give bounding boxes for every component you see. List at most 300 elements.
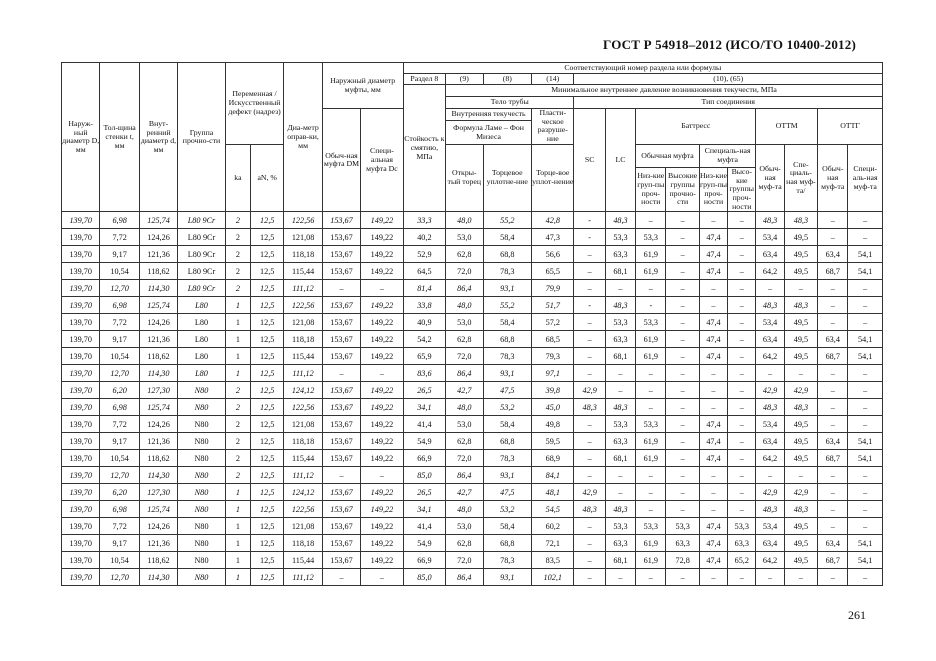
header-wall-thickness: Тол-щина стенки t, мм xyxy=(100,63,139,212)
table-cell: – xyxy=(848,212,883,229)
table-row xyxy=(62,467,883,484)
table-cell: 12,5 xyxy=(251,552,284,569)
table-cell: 68,8 xyxy=(483,433,532,450)
table-cell: 1 xyxy=(225,552,250,569)
table-cell: – xyxy=(728,365,756,382)
table-cell: - xyxy=(574,212,605,229)
table-cell: 1 xyxy=(225,297,250,314)
table-cell: 153,67 xyxy=(322,212,360,229)
table-cell: L80 xyxy=(178,365,226,382)
header-ottg-regular: Обыч-ная муф-та xyxy=(818,144,848,212)
table-cell: – xyxy=(666,246,699,263)
table-row xyxy=(62,399,883,416)
table-cell: – xyxy=(699,467,727,484)
table-cell: – xyxy=(699,212,727,229)
table-cell: N80 xyxy=(178,552,226,569)
table-cell: 9,17 xyxy=(100,535,139,552)
table-cell: 57,2 xyxy=(532,314,574,331)
table-cell: – xyxy=(699,365,727,382)
table-cell: 93,1 xyxy=(483,365,532,382)
table-cell: 12,5 xyxy=(251,348,284,365)
table-cell: 1 xyxy=(225,501,250,518)
table-cell: 153,67 xyxy=(322,484,360,501)
table-cell: 72,0 xyxy=(446,552,483,569)
table-cell: 53,4 xyxy=(756,416,784,433)
table-cell: 9,17 xyxy=(100,331,139,348)
table-cell: N80 xyxy=(178,450,226,467)
table-cell: 53,3 xyxy=(605,416,635,433)
table-cell: 34,1 xyxy=(403,501,445,518)
table-cell: – xyxy=(728,484,756,501)
table-cell: 1 xyxy=(225,365,250,382)
table-cell: 139,70 xyxy=(62,280,100,297)
table-cell: 153,67 xyxy=(322,416,360,433)
table-cell: 53,3 xyxy=(636,416,666,433)
table-cell: N80 xyxy=(178,433,226,450)
table-cell: – xyxy=(818,416,848,433)
table-cell: 149,22 xyxy=(361,297,403,314)
table-cell: 149,22 xyxy=(361,331,403,348)
table-cell: – xyxy=(818,297,848,314)
table-cell: 58,4 xyxy=(483,229,532,246)
table-cell: 2 xyxy=(225,212,250,229)
table-cell: 111,12 xyxy=(284,467,322,484)
table-cell: 125,74 xyxy=(139,212,177,229)
header-ottm: ОТТМ xyxy=(756,109,818,145)
table-cell: 149,22 xyxy=(361,535,403,552)
table-cell: - xyxy=(574,297,605,314)
header-a-n: aN, % xyxy=(251,144,284,212)
table-cell: 49,5 xyxy=(784,535,817,552)
table-cell: 62,8 xyxy=(446,433,483,450)
table-cell: 125,74 xyxy=(139,501,177,518)
table-cell: 54,1 xyxy=(848,552,883,569)
header-outer-diameter: Наруж-ный диаметр D, мм xyxy=(62,63,100,212)
table-cell: 12,5 xyxy=(251,212,284,229)
table-cell: 85,0 xyxy=(403,467,445,484)
table-cell: - xyxy=(574,229,605,246)
header-connection-type: Тип соединения xyxy=(574,97,883,109)
table-cell: 121,08 xyxy=(284,314,322,331)
table-cell: 54,1 xyxy=(848,246,883,263)
table-cell: 12,70 xyxy=(100,365,139,382)
table-cell: – xyxy=(666,501,699,518)
table-cell: 58,4 xyxy=(483,314,532,331)
table-cell: 49,5 xyxy=(784,348,817,365)
table-cell: 149,22 xyxy=(361,382,403,399)
table-row xyxy=(62,331,883,348)
table-cell: – xyxy=(699,297,727,314)
table-cell: 40,9 xyxy=(403,314,445,331)
table-cell: – xyxy=(848,229,883,246)
table-cell: 6,98 xyxy=(100,212,139,229)
table-cell: 47,4 xyxy=(699,433,727,450)
table-cell: 61,9 xyxy=(636,535,666,552)
table-cell: 153,67 xyxy=(322,501,360,518)
table-cell: 12,5 xyxy=(251,263,284,280)
header-low-groups-2: Низ-кие груп-пы проч-ности xyxy=(699,167,727,212)
header-buttress: Баттресс xyxy=(636,109,756,145)
table-cell: – xyxy=(574,433,605,450)
table-cell: 2 xyxy=(225,280,250,297)
table-cell: – xyxy=(848,365,883,382)
table-cell: 47,4 xyxy=(699,314,727,331)
table-cell: 6,20 xyxy=(100,484,139,501)
table-cell: 68,7 xyxy=(818,348,848,365)
table-cell: 2 xyxy=(225,467,250,484)
table-cell: 53,4 xyxy=(756,229,784,246)
table-cell: 139,70 xyxy=(62,450,100,467)
table-cell: – xyxy=(636,280,666,297)
table-cell: 153,67 xyxy=(322,348,360,365)
table-cell: – xyxy=(848,399,883,416)
table-cell: 1 xyxy=(225,518,250,535)
table-cell: – xyxy=(848,416,883,433)
table-cell: 118,18 xyxy=(284,535,322,552)
table-cell: 114,30 xyxy=(139,365,177,382)
table-row xyxy=(62,280,883,297)
header-collapse-resistance: Стойкость к смятию, МПа xyxy=(403,85,445,212)
table-cell: 42,9 xyxy=(784,382,817,399)
table-row xyxy=(62,416,883,433)
table-cell: 48,3 xyxy=(756,212,784,229)
table-cell: 42,9 xyxy=(574,484,605,501)
table-cell: – xyxy=(605,382,635,399)
header-low-groups-1: Низ-кие груп-пы проч-ности xyxy=(636,167,666,212)
table-cell: 42,9 xyxy=(784,484,817,501)
table-cell: 149,22 xyxy=(361,501,403,518)
table-cell: 49,5 xyxy=(784,263,817,280)
table-cell: 139,70 xyxy=(62,331,100,348)
table-cell: 2 xyxy=(225,229,250,246)
table-cell: – xyxy=(636,501,666,518)
table-cell: 78,3 xyxy=(483,552,532,569)
header-buttress-regular: Обычная муфта xyxy=(636,144,700,167)
table-cell: – xyxy=(848,297,883,314)
table-cell: 63,4 xyxy=(756,433,784,450)
table-cell: – xyxy=(818,280,848,297)
table-cell: 63,3 xyxy=(605,331,635,348)
table-cell: – xyxy=(574,365,605,382)
table-cell: 153,67 xyxy=(322,518,360,535)
table-cell: 102,1 xyxy=(532,569,574,586)
table-cell: 63,4 xyxy=(818,331,848,348)
table-cell: – xyxy=(848,569,883,586)
table-cell: 47,5 xyxy=(483,382,532,399)
table-cell: 54,9 xyxy=(403,535,445,552)
table-cell: 53,4 xyxy=(756,518,784,535)
table-cell: – xyxy=(728,399,756,416)
table-cell: 149,22 xyxy=(361,229,403,246)
table-cell: 47,4 xyxy=(699,552,727,569)
table-cell: N80 xyxy=(178,399,226,416)
table-cell: 68,8 xyxy=(483,331,532,348)
table-cell: 149,22 xyxy=(361,314,403,331)
table-cell: 54,1 xyxy=(848,348,883,365)
table-cell: 63,4 xyxy=(756,246,784,263)
table-row xyxy=(62,569,883,586)
table-cell: 118,62 xyxy=(139,348,177,365)
table-cell: 48,3 xyxy=(574,399,605,416)
table-cell: 48,0 xyxy=(446,212,483,229)
table-cell: 7,72 xyxy=(100,518,139,535)
table-cell: 62,8 xyxy=(446,535,483,552)
table-cell: 49,5 xyxy=(784,518,817,535)
table-cell: L80 xyxy=(178,297,226,314)
table-row xyxy=(62,518,883,535)
table-cell: 139,70 xyxy=(62,212,100,229)
table-cell: 12,5 xyxy=(251,450,284,467)
table-cell: 139,70 xyxy=(62,399,100,416)
header-sc: SC xyxy=(574,109,605,212)
table-row xyxy=(62,501,883,518)
table-cell: 12,70 xyxy=(100,280,139,297)
table-cell: – xyxy=(605,280,635,297)
header-variable-defect: Переменная /Искусственный дефект (надрез) xyxy=(225,63,284,145)
table-cell: 153,67 xyxy=(322,246,360,263)
table-cell: – xyxy=(784,569,817,586)
table-row xyxy=(62,382,883,399)
table-cell: – xyxy=(605,569,635,586)
table-cell: 118,18 xyxy=(284,433,322,450)
table-cell: – xyxy=(728,416,756,433)
table-cell: – xyxy=(728,467,756,484)
header-mandrel-diameter: Диа-метр оправ-ки, мм xyxy=(284,63,322,212)
table-cell: 115,44 xyxy=(284,263,322,280)
table-cell: 149,22 xyxy=(361,450,403,467)
table-cell: – xyxy=(699,280,727,297)
table-cell: 12,5 xyxy=(251,331,284,348)
table-cell: 48,3 xyxy=(756,297,784,314)
table-cell: 83,5 xyxy=(532,552,574,569)
table-cell: 118,18 xyxy=(284,246,322,263)
table-cell: – xyxy=(361,467,403,484)
table-cell: – xyxy=(699,382,727,399)
table-cell: 63,4 xyxy=(756,331,784,348)
table-cell: 47,4 xyxy=(699,416,727,433)
table-cell: 7,72 xyxy=(100,416,139,433)
table-cell: 34,1 xyxy=(403,399,445,416)
table-cell: 125,74 xyxy=(139,399,177,416)
table-cell: – xyxy=(666,433,699,450)
table-cell: – xyxy=(848,484,883,501)
table-cell: 124,26 xyxy=(139,518,177,535)
table-cell: 53,3 xyxy=(605,314,635,331)
table-cell: 72,0 xyxy=(446,348,483,365)
table-cell: 53,0 xyxy=(446,229,483,246)
table-cell: 48,3 xyxy=(784,501,817,518)
table-cell: 54,2 xyxy=(403,331,445,348)
table-cell: 65,9 xyxy=(403,348,445,365)
header-lc: LC xyxy=(605,109,635,212)
table-cell: 47,5 xyxy=(483,484,532,501)
table-cell: – xyxy=(322,569,360,586)
table-cell: – xyxy=(605,484,635,501)
table-cell: 139,70 xyxy=(62,484,100,501)
table-cell: 85,0 xyxy=(403,569,445,586)
table-cell: 121,36 xyxy=(139,535,177,552)
table-cell: 62,8 xyxy=(446,246,483,263)
header-pipe-body: Тело трубы xyxy=(446,97,574,109)
table-cell: 124,26 xyxy=(139,229,177,246)
table-cell: – xyxy=(728,382,756,399)
header-min-internal-pressure: Минимальное внутреннее давление возникновения текучести, МПа xyxy=(446,85,883,97)
table-cell: 114,30 xyxy=(139,569,177,586)
table-cell: 58,4 xyxy=(483,518,532,535)
header-ottg: ОТТГ xyxy=(818,109,883,145)
table-cell: – xyxy=(784,365,817,382)
table-row xyxy=(62,433,883,450)
header-ottg-special: Специ-аль-ная муф-та xyxy=(848,144,883,212)
table-cell: 45,0 xyxy=(532,399,574,416)
table-cell: 68,1 xyxy=(605,263,635,280)
table-cell: 6,20 xyxy=(100,382,139,399)
table-cell: L80 xyxy=(178,331,226,348)
table-cell: 139,70 xyxy=(62,382,100,399)
table-cell: 68,5 xyxy=(532,331,574,348)
table-cell: 7,72 xyxy=(100,229,139,246)
table-cell: – xyxy=(699,399,727,416)
header-end-seal-2: Торце-вое уплот-нение xyxy=(532,144,574,212)
table-cell: 139,70 xyxy=(62,297,100,314)
table-cell: 125,74 xyxy=(139,297,177,314)
table-cell: 48,3 xyxy=(784,212,817,229)
table-cell: 12,5 xyxy=(251,365,284,382)
table-cell: 47,3 xyxy=(532,229,574,246)
table-cell: 49,5 xyxy=(784,433,817,450)
table-row xyxy=(62,552,883,569)
table-cell: 48,0 xyxy=(446,501,483,518)
table-cell: 153,67 xyxy=(322,535,360,552)
table-cell: 48,0 xyxy=(446,399,483,416)
table-cell: – xyxy=(574,280,605,297)
table-cell: 1 xyxy=(225,348,250,365)
header-high-groups-1: Высокие группы прочно-сти xyxy=(666,167,699,212)
table-cell: 48,1 xyxy=(532,484,574,501)
table-row xyxy=(62,348,883,365)
table-cell: 59,5 xyxy=(532,433,574,450)
table-cell: – xyxy=(666,365,699,382)
table-cell: – xyxy=(666,399,699,416)
header-formula-14: (14) xyxy=(532,74,574,85)
table-cell: 118,62 xyxy=(139,552,177,569)
table-cell: 47,4 xyxy=(699,229,727,246)
table-cell: – xyxy=(666,416,699,433)
table-cell: 49,5 xyxy=(784,229,817,246)
table-cell: 79,9 xyxy=(532,280,574,297)
table-cell: – xyxy=(636,467,666,484)
table-cell: 61,9 xyxy=(636,450,666,467)
table-cell: 12,5 xyxy=(251,416,284,433)
table-cell: – xyxy=(728,246,756,263)
table-cell: – xyxy=(666,484,699,501)
table-cell: 53,0 xyxy=(446,518,483,535)
header-buttress-special: Специаль-ная муфта xyxy=(699,144,756,167)
header-section-number: Соответствующий номер раздела или формулы xyxy=(403,63,882,74)
table-cell: – xyxy=(728,280,756,297)
table-cell: 1 xyxy=(225,331,250,348)
table-cell: 121,08 xyxy=(284,416,322,433)
header-lame-mises: Формула Ламе – Фон Мизеса xyxy=(446,121,532,145)
table-cell: 153,67 xyxy=(322,552,360,569)
table-cell: N80 xyxy=(178,382,226,399)
table-cell: 2 xyxy=(225,433,250,450)
table-cell: 124,26 xyxy=(139,416,177,433)
table-cell: 64,5 xyxy=(403,263,445,280)
table-cell: 115,44 xyxy=(284,552,322,569)
table-cell: 153,67 xyxy=(322,450,360,467)
table-cell: – xyxy=(574,263,605,280)
table-cell: 68,1 xyxy=(605,552,635,569)
table-cell: 12,70 xyxy=(100,467,139,484)
table-cell: 64,2 xyxy=(756,348,784,365)
table-cell: – xyxy=(818,467,848,484)
table-cell: – xyxy=(666,297,699,314)
table-cell: – xyxy=(818,484,848,501)
table-cell: 149,22 xyxy=(361,484,403,501)
table-cell: – xyxy=(574,518,605,535)
table-cell: 153,67 xyxy=(322,382,360,399)
table-cell: – xyxy=(636,382,666,399)
table-cell: – xyxy=(361,280,403,297)
table-cell: – xyxy=(666,467,699,484)
table-cell: 124,12 xyxy=(284,382,322,399)
table-cell: N80 xyxy=(178,416,226,433)
table-cell: N80 xyxy=(178,518,226,535)
table-cell: 68,7 xyxy=(818,552,848,569)
table-cell: 47,4 xyxy=(699,518,727,535)
table-cell: – xyxy=(636,399,666,416)
table-cell: – xyxy=(818,365,848,382)
table-row xyxy=(62,450,883,467)
table-cell: 7,72 xyxy=(100,314,139,331)
table-cell: 48,3 xyxy=(605,399,635,416)
table-cell: – xyxy=(848,518,883,535)
header-internal-yield: Внутренняя текучесть xyxy=(446,109,532,121)
table-cell: – xyxy=(666,314,699,331)
table-cell: 49,5 xyxy=(784,416,817,433)
table-cell: 121,36 xyxy=(139,331,177,348)
table-cell: - xyxy=(636,297,666,314)
table-cell: – xyxy=(818,501,848,518)
table-cell: 78,3 xyxy=(483,263,532,280)
table-cell: 139,70 xyxy=(62,314,100,331)
table-cell: 65,2 xyxy=(728,552,756,569)
table-cell: 81,4 xyxy=(403,280,445,297)
table-cell: 53,3 xyxy=(636,229,666,246)
table-cell: 39,8 xyxy=(532,382,574,399)
table-cell: 53,3 xyxy=(636,314,666,331)
table-cell: – xyxy=(322,365,360,382)
table-cell: 149,22 xyxy=(361,399,403,416)
table-cell: 61,9 xyxy=(636,263,666,280)
table-cell: – xyxy=(728,348,756,365)
table-cell: 42,9 xyxy=(574,382,605,399)
table-cell: L80 9Cr xyxy=(178,246,226,263)
table-cell: N80 xyxy=(178,569,226,586)
table-row xyxy=(62,535,883,552)
table-cell: – xyxy=(728,263,756,280)
document-title: ГОСТ Р 54918–2012 (ИСО/ТО 10400-2012) xyxy=(603,37,856,52)
table-cell: 1 xyxy=(225,484,250,501)
table-cell: 68,1 xyxy=(605,450,635,467)
table-cell: L80 9Cr xyxy=(178,263,226,280)
table-cell: – xyxy=(636,484,666,501)
table-cell: – xyxy=(756,365,784,382)
table-cell: 61,9 xyxy=(636,552,666,569)
table-cell: – xyxy=(574,467,605,484)
table-cell: 139,70 xyxy=(62,518,100,535)
